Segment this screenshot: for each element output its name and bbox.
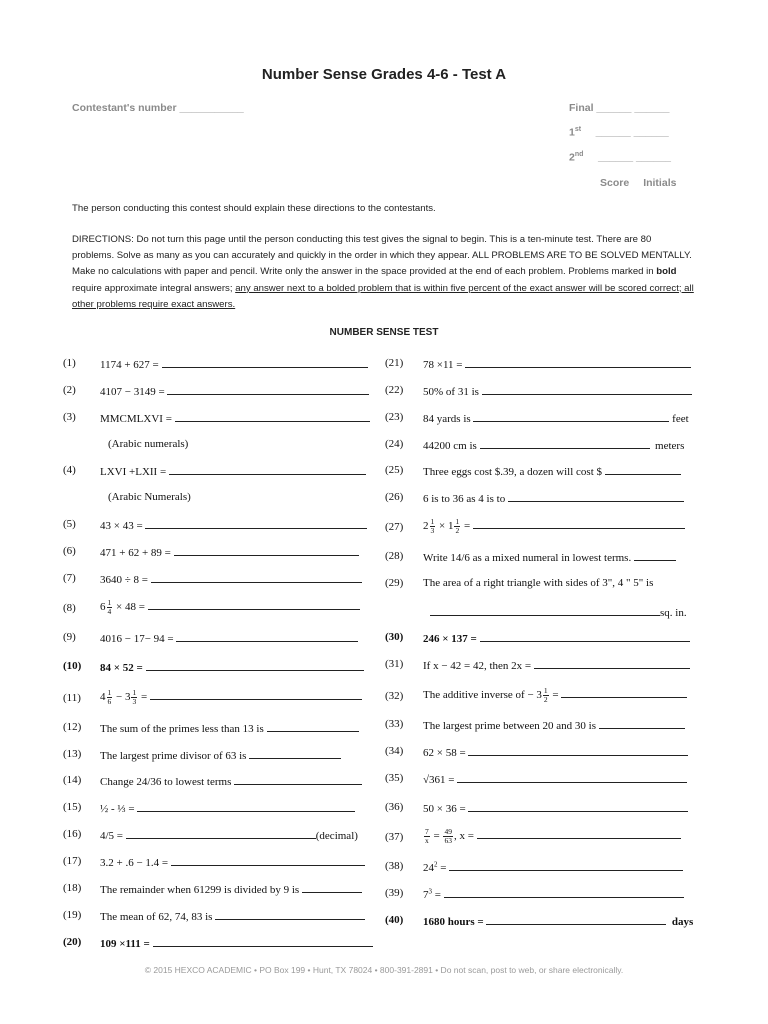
problem-text: = — [434, 889, 441, 901]
answer-blank[interactable] — [302, 882, 362, 893]
problem-suffix: days — [671, 916, 694, 928]
frac-num: 7 — [425, 827, 429, 836]
problem-text: = — [440, 862, 447, 874]
problem-number: (31) — [385, 658, 404, 670]
answer-blank[interactable] — [449, 860, 683, 871]
directions-part2: require approximate integral answers; — [72, 282, 236, 294]
problem-text: The largest prime divisor of 63 is — [100, 750, 247, 762]
frac-den: 4 — [107, 607, 112, 616]
problem-number: (29) — [385, 577, 404, 589]
second-sup: nd — [574, 151, 584, 158]
problem-text: × 48 = — [116, 601, 145, 614]
problem-text: MMCMLXVI = — [100, 413, 172, 425]
frac-den: 3 — [132, 697, 137, 706]
problem-text: 44200 cm is — [423, 440, 477, 452]
problem-text: The mean of 62, 74, 83 is — [100, 911, 213, 923]
problem-number: (36) — [385, 801, 404, 813]
problem-text: 3.2 + .6 − 1.4 = — [100, 857, 169, 869]
power-exponent: 3 — [428, 887, 432, 896]
problem-number: (21) — [385, 357, 404, 369]
frac-den: 2 — [543, 695, 548, 704]
answer-blank[interactable] — [634, 550, 676, 561]
problem-text: The additive inverse of − 3 — [423, 689, 542, 702]
problem-text: 84 yards is — [423, 413, 471, 425]
answer-blank[interactable] — [175, 411, 370, 422]
mixed-whole: 6 — [100, 601, 106, 614]
fraction — [107, 599, 113, 616]
footer-copyright: © 2015 HEXCO ACADEMIC • PO Box 199 • Hunt, TX 78024 • 800-391-2891 • Do not scan, post to web, or share electronically. — [144, 965, 624, 975]
answer-blank[interactable] — [605, 464, 681, 475]
problem-suffix: (decimal) — [315, 830, 358, 842]
frac-num: 1 — [430, 517, 435, 526]
answer-blank[interactable] — [151, 572, 362, 583]
power-base: 24 — [423, 862, 434, 874]
answer-blank[interactable] — [150, 689, 362, 700]
first-score-field[interactable] — [569, 126, 669, 139]
problem-number: (28) — [385, 550, 404, 562]
problem-3-note — [108, 438, 188, 450]
problem-number: (25) — [385, 464, 404, 476]
problem-text: 50% of 31 is — [423, 386, 479, 398]
frac-den: 6 — [107, 697, 112, 706]
problem-number: (2) — [63, 384, 76, 396]
directions-part1: DIRECTIONS: Do not turn this page until the person conducting this test gives the signal to begin. This is a ten-minute test. There are 80 problems. Solve as many as you can accurately and quickly in the order in which they appear. ALL PROBLEMS ARE TO BE SOLVED MENTALLY. Make no calculations with paper and pencil. Write only the answer in the space provided at the end of each problem. Problems marked in — [72, 234, 692, 278]
problem-suffix: meters — [655, 440, 685, 452]
problem-number: (19) — [63, 909, 82, 921]
problem-number: (38) — [385, 860, 404, 872]
answer-blank[interactable] — [508, 491, 684, 502]
fraction — [443, 828, 453, 845]
answer-blank[interactable] — [176, 631, 358, 642]
problem-text: 4107 − 3149 = — [100, 386, 165, 398]
answer-blank[interactable] — [145, 518, 367, 529]
directions-text — [72, 232, 694, 313]
problem-text: = — [463, 520, 471, 533]
problem-text: , x = — [453, 830, 474, 843]
answer-blank[interactable] — [534, 658, 690, 669]
problem-number: (40) — [385, 914, 404, 926]
problem-number: (1) — [63, 357, 76, 369]
problem-text: LXVI +LXII = — [100, 466, 167, 478]
problem-text: Write 14/6 as a mixed numeral in lowest terms. — [423, 552, 632, 564]
answer-blank[interactable] — [561, 687, 687, 698]
answer-blank[interactable] — [430, 605, 660, 616]
problem-text: 6 is to 36 as 4 is to — [423, 493, 506, 505]
problem-text: 62 × 58 = — [423, 747, 466, 759]
frac-num: 49 — [444, 827, 452, 836]
problem-text: 4016 − 17− 94 = — [100, 633, 174, 645]
answer-blank[interactable] — [215, 909, 365, 920]
page-title: Number Sense Grades 4-6 - Test A — [261, 66, 507, 83]
problem-text: √361 = — [423, 774, 455, 786]
problem-text: 43 × 43 = — [100, 520, 143, 532]
problem-number: (8) — [63, 602, 76, 614]
frac-num: 1 — [107, 688, 112, 697]
problem-29-answer — [430, 605, 687, 619]
answer-blank[interactable] — [171, 855, 365, 866]
frac-den: x — [425, 836, 429, 845]
answer-blank[interactable] — [473, 411, 669, 422]
problem-number: (30) — [385, 631, 404, 643]
answer-blank[interactable] — [162, 357, 368, 368]
problem-number: (3) — [63, 411, 76, 423]
directions-underlined: any answer next to a bolded problem that is within five percent of the exact answer will be scored correct; all other problems require exact answers. — [72, 282, 694, 310]
first-label: 1 — [569, 126, 575, 139]
problem-text: 84 × 52 = — [100, 662, 143, 674]
fraction — [424, 828, 430, 845]
answer-blank[interactable] — [599, 718, 685, 729]
frac-num: 1 — [455, 517, 460, 526]
problem-operator: = — [433, 830, 440, 843]
problem-number: (26) — [385, 491, 404, 503]
problem-text: ½ - ⅓ = — [100, 803, 135, 815]
problem-text: The largest prime between 20 and 30 is — [423, 720, 596, 732]
contestant-number-field[interactable]: Contestant's number ___________ — [72, 102, 244, 114]
answer-blank[interactable] — [486, 914, 666, 925]
fraction — [131, 689, 137, 706]
problem-number: (5) — [63, 518, 76, 530]
problem-number: (10) — [63, 660, 82, 672]
test-heading: NUMBER SENSE TEST — [329, 327, 439, 338]
answer-blank[interactable] — [174, 545, 359, 556]
intro-text: The person conducting this contest should explain these directions to the contestants. — [72, 203, 436, 214]
problem-suffix: sq. in. — [660, 607, 687, 619]
problem-number: (15) — [63, 801, 82, 813]
second-blanks: ______ ______ — [598, 151, 671, 164]
problem-text: 4/5 = — [100, 830, 124, 842]
problem-text: 50 × 36 = — [423, 803, 466, 815]
frac-num: 1 — [132, 688, 137, 697]
problem-number: (23) — [385, 411, 404, 423]
problem-text: 246 × 137 = — [423, 633, 477, 645]
answer-blank[interactable] — [457, 772, 687, 783]
mixed-whole: 2 — [423, 520, 429, 533]
problem-number: (11) — [63, 692, 81, 704]
answer-blank[interactable] — [126, 828, 316, 839]
problem-number: (7) — [63, 572, 76, 584]
problem-text: Change 24/36 to lowest terms — [100, 776, 232, 788]
answer-blank[interactable] — [444, 887, 684, 898]
answer-blank[interactable] — [468, 745, 688, 756]
problem-number: (17) — [63, 855, 82, 867]
second-label: 2 — [569, 151, 575, 164]
frac-num: 1 — [543, 686, 548, 695]
problem-number: (34) — [385, 745, 404, 757]
answer-blank[interactable] — [153, 936, 373, 947]
problem-text: = — [140, 691, 148, 704]
problem-text: 109 ×111 = — [100, 938, 150, 950]
answer-blank[interactable] — [234, 774, 362, 785]
first-blanks: ______ ______ — [595, 126, 669, 139]
fraction — [543, 687, 549, 704]
problem-4-note — [108, 491, 191, 503]
score-label: Score — [600, 177, 630, 189]
problem-text: 1680 hours = — [423, 916, 484, 928]
problem-note: (Arabic Numerals) — [108, 491, 191, 503]
problem-number: (35) — [385, 772, 404, 784]
score-header — [600, 177, 690, 189]
problem-text: 78 ×11 = — [423, 359, 463, 371]
answer-blank[interactable] — [249, 748, 341, 759]
fraction — [454, 518, 460, 535]
problem-operator: − 3 — [116, 691, 131, 704]
problem-number: (27) — [385, 521, 404, 533]
first-sup: st — [574, 126, 582, 133]
problem-number: (12) — [63, 721, 82, 733]
problem-number: (24) — [385, 438, 404, 450]
answer-blank[interactable] — [473, 518, 685, 529]
problem-note: (Arabic numerals) — [108, 438, 189, 450]
problem-number: (13) — [63, 748, 82, 760]
problem-number: (37) — [385, 831, 404, 843]
problem-number: (20) — [63, 936, 82, 948]
problem-tail: = — [552, 689, 559, 702]
problem-text: The area of a right triangle with sides of 3", 4 " 5" is — [423, 577, 654, 589]
mixed-whole: 4 — [100, 691, 106, 704]
problem-number: (9) — [63, 631, 76, 643]
answer-blank[interactable] — [480, 631, 690, 642]
answer-blank[interactable] — [480, 438, 650, 449]
answer-blank[interactable] — [146, 660, 364, 671]
problem-number: (22) — [385, 384, 404, 396]
second-score-field[interactable] — [569, 151, 671, 164]
problem-number: (6) — [63, 545, 76, 557]
problem-number: (18) — [63, 882, 82, 894]
problem-number: (33) — [385, 718, 404, 730]
power-exponent: 2 — [434, 860, 438, 869]
answer-blank[interactable] — [169, 464, 366, 475]
frac-den: 2 — [455, 526, 460, 535]
problem-number: (4) — [63, 464, 76, 476]
problem-text: 1174 + 627 = — [100, 359, 159, 371]
answer-blank[interactable] — [468, 801, 688, 812]
answer-blank[interactable] — [167, 384, 369, 395]
problem-text: 3640 ÷ 8 = — [100, 574, 148, 586]
problem-number: (14) — [63, 774, 82, 786]
answer-blank[interactable] — [137, 801, 355, 812]
problem-number: (32) — [385, 690, 404, 702]
problem-operator: × 1 — [439, 520, 454, 533]
answer-blank[interactable] — [477, 828, 681, 839]
answer-blank[interactable] — [267, 721, 359, 732]
power-base: 7 — [423, 889, 429, 901]
problem-text: Three eggs cost $.39, a dozen will cost $ — [423, 466, 603, 478]
answer-blank[interactable] — [148, 599, 360, 610]
problem-number: (16) — [63, 828, 82, 840]
fraction — [430, 518, 436, 535]
frac-den: 63 — [444, 836, 452, 845]
answer-blank[interactable] — [482, 384, 692, 395]
fraction — [107, 689, 113, 706]
problem-number: (39) — [385, 887, 404, 899]
initials-label: Initials — [643, 177, 677, 189]
frac-num: 1 — [107, 598, 112, 607]
final-score-field[interactable]: Final ______ ______ — [569, 102, 670, 114]
problem-suffix: feet — [672, 413, 689, 425]
frac-den: 3 — [430, 526, 435, 535]
answer-blank[interactable] — [465, 357, 691, 368]
directions-bold-word: bold — [656, 266, 677, 278]
problem-text: 471 + 62 + 89 = — [100, 547, 171, 559]
problem-text: If x − 42 = 42, then 2x = — [423, 660, 532, 672]
problem-text: The sum of the primes less than 13 is — [100, 723, 264, 735]
problem-text: The remainder when 61299 is divided by 9 is — [100, 884, 300, 896]
